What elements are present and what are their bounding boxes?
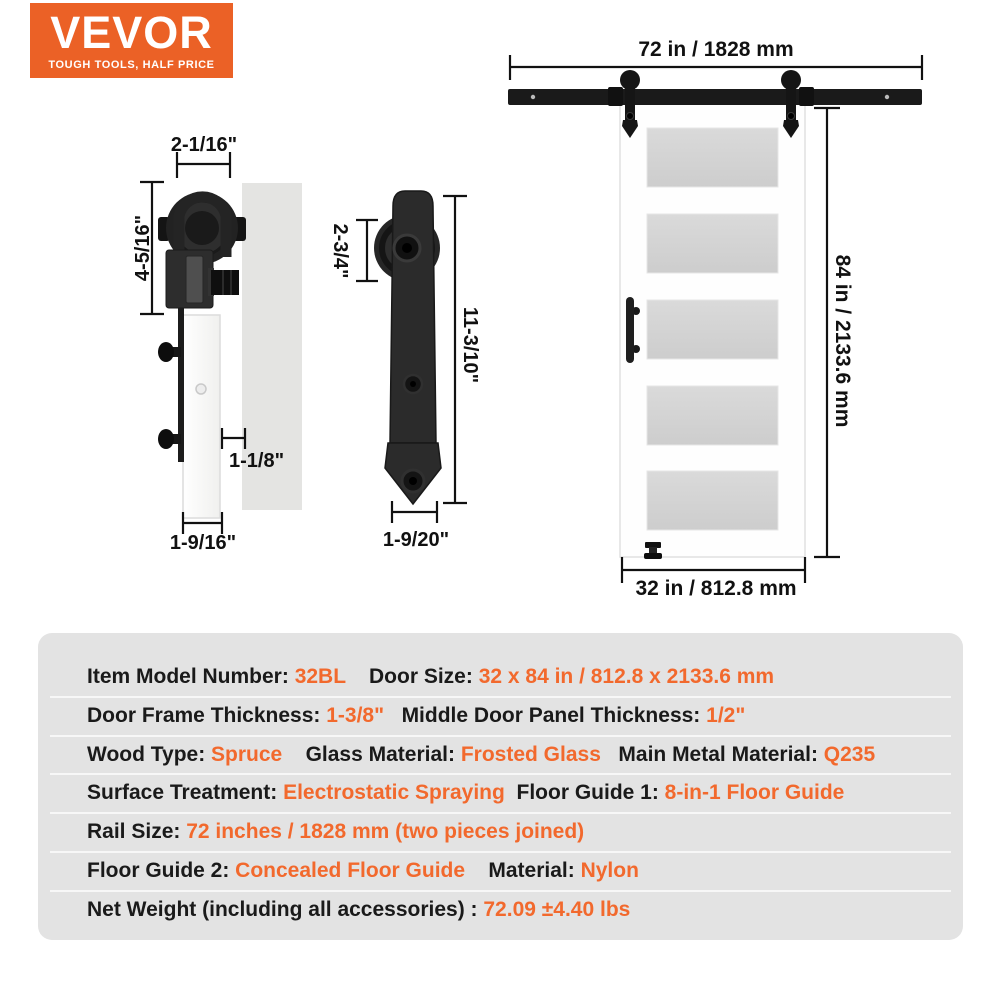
spec-table bbox=[38, 633, 963, 940]
dim-label-hanger-length: 11-3/10" bbox=[459, 306, 481, 384]
door-edge-bar bbox=[183, 315, 220, 518]
frosted-panel bbox=[647, 128, 778, 187]
spec-value: 32BL bbox=[294, 665, 346, 688]
floor-guide-base bbox=[644, 553, 662, 559]
spec-value: Q235 bbox=[823, 742, 876, 766]
frosted-panel bbox=[647, 300, 778, 359]
rail-connector-right bbox=[799, 87, 814, 106]
frosted-panel bbox=[647, 386, 778, 445]
rail-screw bbox=[531, 95, 535, 99]
spec-label: Wood Type: bbox=[87, 742, 212, 766]
hub-bolt-center bbox=[402, 243, 412, 253]
spec-row bbox=[50, 890, 951, 929]
spec-row bbox=[50, 735, 951, 774]
spec-label: Surface Treatment: bbox=[87, 781, 284, 805]
hanger-bolt bbox=[788, 113, 795, 120]
dim-label-door-height: 84 in / 2133.6 mm bbox=[831, 254, 854, 428]
spec-label: Middle Door Panel Thickness: bbox=[384, 703, 707, 727]
bracket-plate bbox=[186, 256, 203, 303]
spec-label: Main Metal Material: bbox=[600, 742, 824, 766]
door-handle bbox=[626, 297, 634, 363]
spec-row bbox=[50, 773, 951, 812]
brand-tagline: TOUGH TOOLS, HALF PRICE bbox=[48, 59, 215, 71]
roller-side-view bbox=[132, 134, 302, 554]
spec-value: 1-3/8" bbox=[326, 703, 385, 727]
hanger-strap bbox=[390, 191, 436, 443]
spec-label: Door Size: bbox=[345, 665, 479, 688]
spec-value: 72.09 ±4.40 lbs bbox=[483, 897, 631, 921]
dim-label-roller-top-width: 2-1/16" bbox=[170, 134, 238, 156]
spec-value: Concealed Floor Guide bbox=[235, 858, 466, 882]
door-assembly bbox=[508, 38, 922, 600]
spec-label: Material: bbox=[465, 858, 581, 882]
dim-label-tip-width: 1-9/20" bbox=[382, 529, 450, 551]
spec-row bbox=[50, 696, 951, 735]
dim-label-roller-height: 4-5/16" bbox=[132, 214, 154, 282]
spec-label: Net Weight (including all accessories) : bbox=[87, 897, 484, 921]
spec-label: Rail Size: bbox=[87, 820, 187, 844]
spec-row bbox=[50, 812, 951, 851]
rail bbox=[508, 89, 922, 105]
spec-value: 32 x 84 in / 812.8 x 2133.6 mm bbox=[478, 665, 775, 688]
dim-label-bar-width: 1-9/16" bbox=[169, 532, 237, 554]
wheel-groove bbox=[185, 211, 219, 245]
spec-label: Floor Guide 1: bbox=[504, 781, 665, 805]
side-cylinder bbox=[211, 270, 239, 295]
floor-guide-stem bbox=[649, 547, 657, 554]
brand-name: VEVOR bbox=[50, 7, 213, 58]
spec-value: Frosted Glass bbox=[460, 742, 601, 766]
strap-bolt-mid-center bbox=[410, 381, 416, 387]
dim-label-wheel-diameter: 2-3/4" bbox=[329, 223, 351, 279]
dim-label-rail-length: 72 in / 1828 mm bbox=[638, 38, 794, 61]
spec-value: Nylon bbox=[580, 858, 639, 882]
door-bolt-upper bbox=[158, 342, 174, 362]
spec-label: Floor Guide 2: bbox=[87, 858, 236, 882]
rail-connector-left bbox=[608, 87, 623, 106]
dim-label-door-width: 32 in / 812.8 mm bbox=[635, 577, 797, 600]
frosted-panel bbox=[647, 471, 778, 530]
door-bolt-lower bbox=[158, 429, 174, 449]
spec-value: 1/2" bbox=[706, 703, 746, 727]
frosted-panel bbox=[647, 214, 778, 273]
spec-label: Door Frame Thickness: bbox=[87, 703, 327, 727]
hanger-bolt bbox=[627, 113, 634, 120]
bar-hole bbox=[196, 384, 206, 394]
strap-bolt-low-center bbox=[409, 477, 417, 485]
spec-label: Glass Material: bbox=[282, 742, 461, 766]
spec-label: Item Model Number: bbox=[87, 665, 295, 688]
spec-value: Spruce bbox=[211, 742, 283, 766]
hanger-front-view bbox=[329, 191, 481, 551]
rail-screw bbox=[885, 95, 889, 99]
spec-row bbox=[50, 851, 951, 890]
spec-value: 72 inches / 1828 mm (two pieces joined) bbox=[186, 820, 585, 844]
spec-row bbox=[50, 659, 951, 696]
spec-value: Electrostatic Spraying bbox=[283, 781, 505, 805]
spec-value: 8-in-1 Floor Guide bbox=[664, 781, 845, 805]
dim-label-bolt-gap: 1-1/8" bbox=[229, 450, 285, 472]
